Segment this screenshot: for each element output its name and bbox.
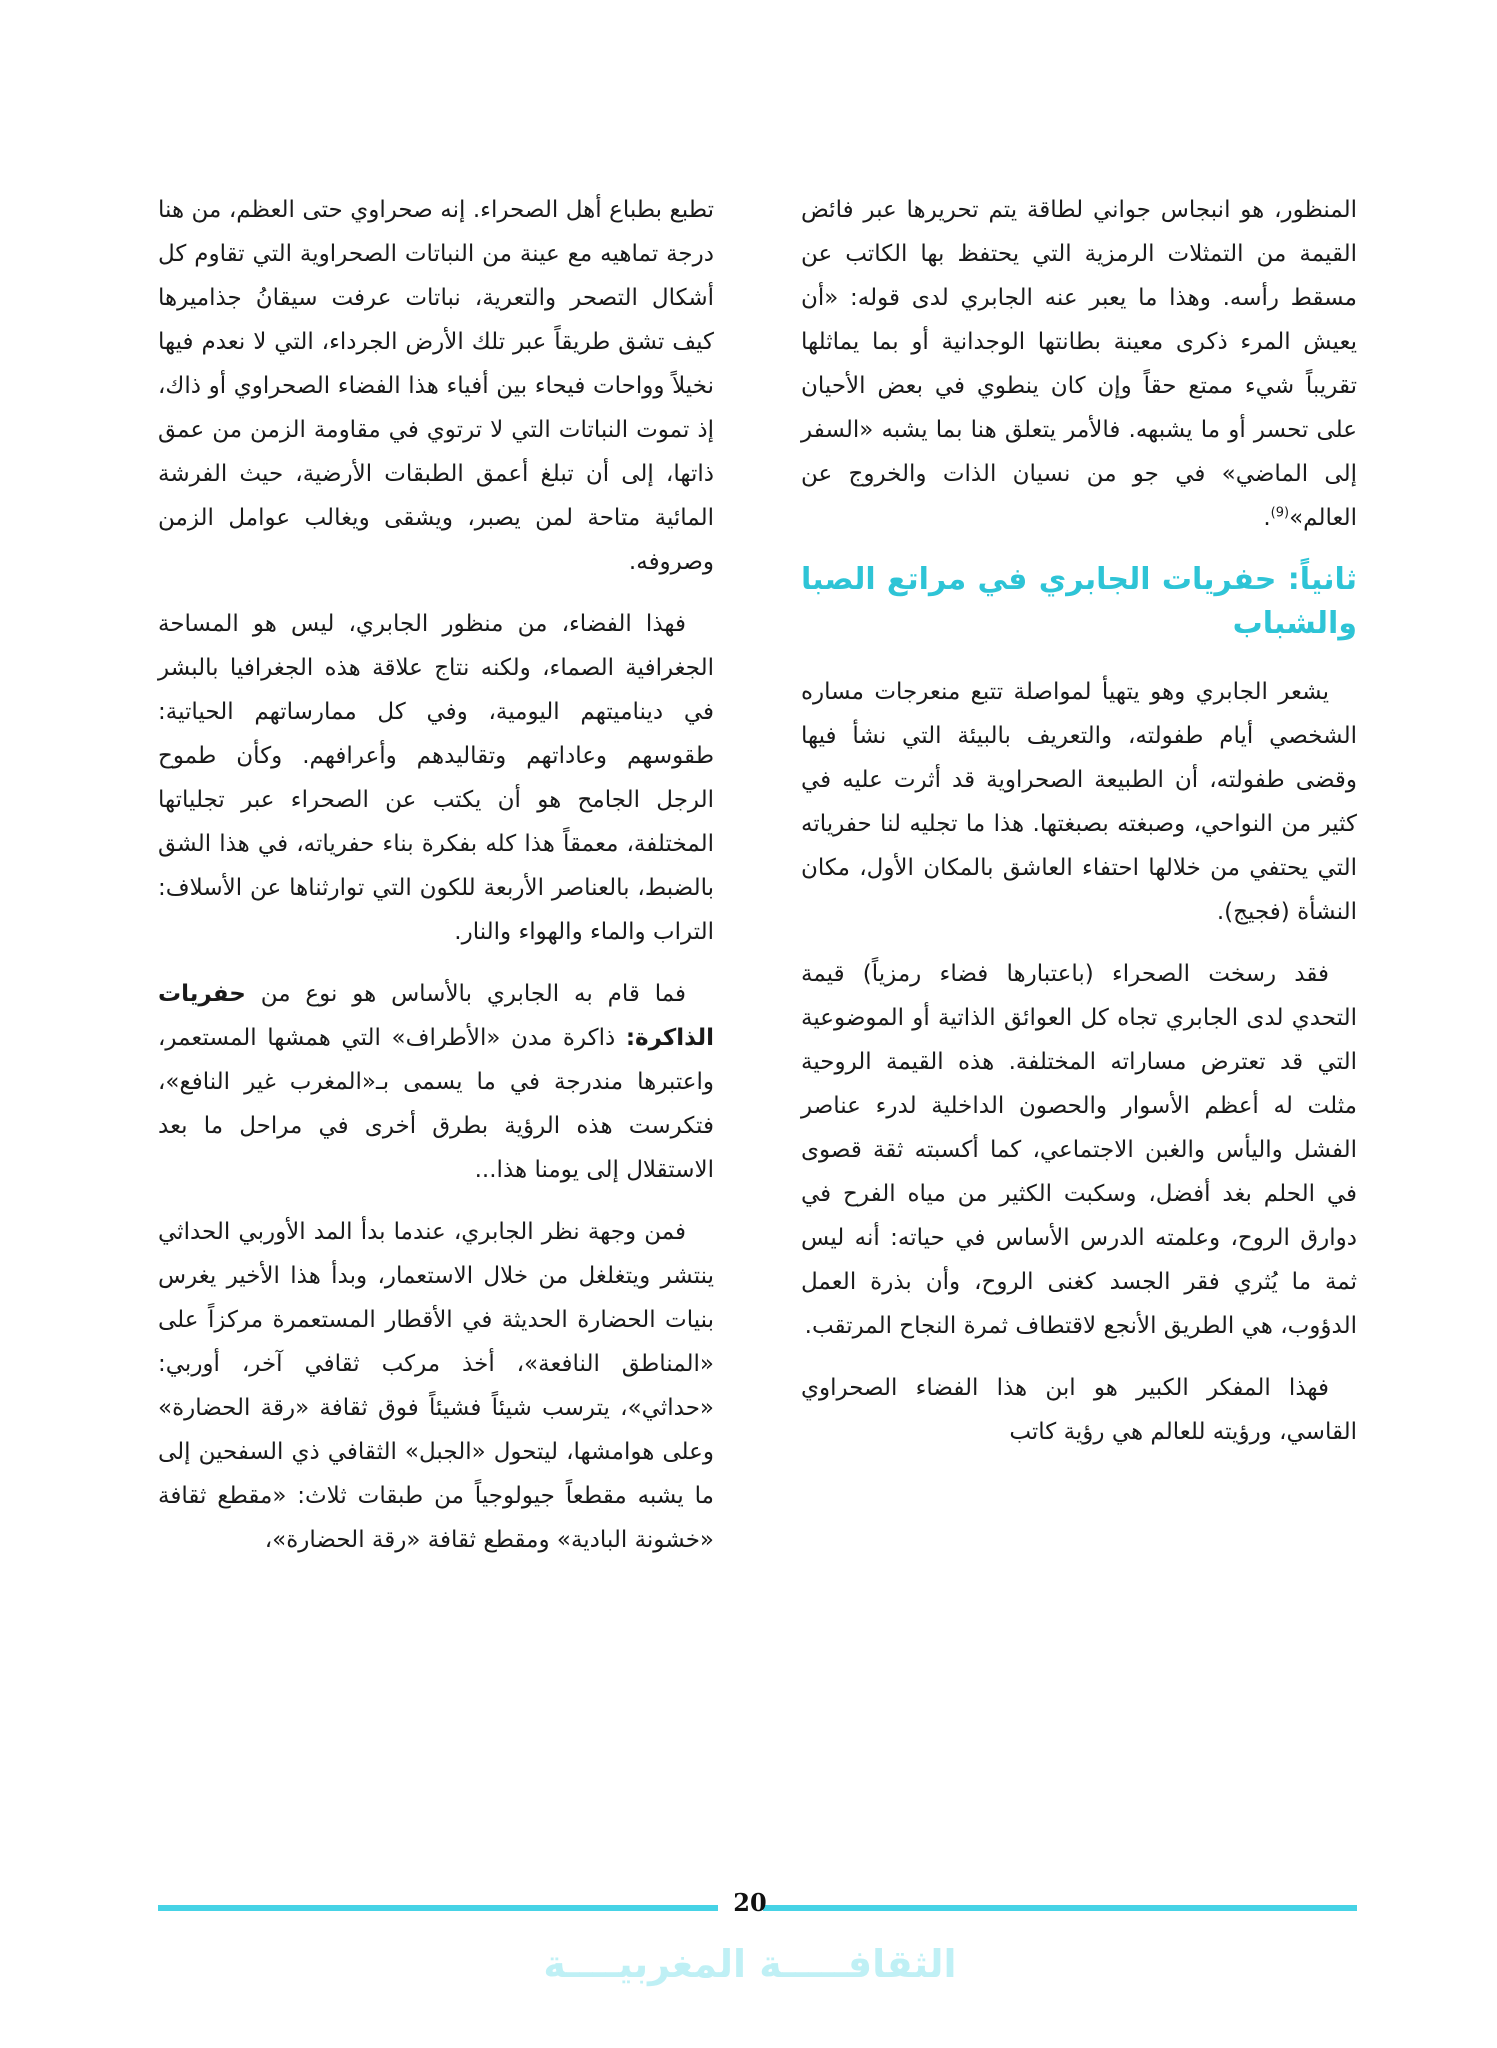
- paragraph: فهذا المفكر الكبير هو ابن هذا الفضاء الصحراوي القاسي، ورؤيته للعالم هي رؤية كاتب: [801, 1375, 1357, 1445]
- paragraph: فهذا الفضاء، من منظور الجابري، ليس هو المساحة الجغرافية الصماء، ولكنه نتاج علاقة هذه الجغرافيا بالبشر في ديناميتهم اليومية، وفي كل ممارساتهم الحياتية: طقوسهم وعاداتهم وتقاليدهم وأعرافهم. وكأن طموح الرجل الجامح هو أن يكتب عن الصحراء عبر تجلياتها المختلفة، معمقاً هذا كله بفكرة بناء حفرياته، في هذا الشق بالضبط، بالعناصر الأربعة للكون التي توارثناها عن الأسلاف: التراب والماء والهواء والنار.: [158, 611, 714, 945]
- bold-term: حفريات الذاكرة:: [158, 981, 714, 1051]
- paragraph-text: فما قام به الجابري بالأساس هو نوع من: [260, 981, 687, 1007]
- paragraph: فمن وجهة نظر الجابري، عندما بدأ المد الأوربي الحداثي ينتشر ويتغلغل من خلال الاستعمار، وبدأ هذا الأخير يغرس بنيات الحضارة الحديثة في الأقطار المستعمرة مركزاً على «المناطق النافعة»، أخذ مركب ثقافي آخر، أوربي: «حداثي»، يترسب شيئاً فشيئاً فوق ثقافة «رقة الحضارة» وعلى هوامشها، ليتحول «الجبل» الثقافي ذي السفحين إلى ما يشبه مقطعاً جيولوجياً من طبقات ثلاث: «مقطع ثقافة «خشونة البادية» ومقطع ثقافة «رقة الحضارة»،: [158, 1219, 714, 1553]
- footer-rule-left: [158, 1905, 718, 1911]
- paragraph: [158, 972, 714, 1192]
- paragraph: فقد رسخت الصحراء (باعتبارها فضاء رمزياً) قيمة التحدي لدى الجابري تجاه كل العوائق الذاتية أو الموضوعية التي قد تعترض مساراته المختلفة. هذه القيمة الروحية مثلت له أعظم الأسوار والحصون الداخلية لدرء عناصر الفشل واليأس والغبن الاجتماعي، كما أكسبته ثقة قصوى في الحلم بغد أفضل، وسكبت الكثير من مياه الفرح في دوارق الروح، وعلمته الدرس الأساس في حياته: أنه ليس ثمة ما يُثري فقر الجسد كغنى الروح، وأن بذرة العمل الدؤوب، هي الطريق الأنجع لاقتطاف ثمرة النجاح المرتقب.: [801, 961, 1357, 1339]
- section-heading: ثانياً: حفريات الجابري في مراتع الصبا والشباب: [801, 562, 1357, 641]
- page-number: 20: [733, 1888, 767, 1917]
- left-column: [158, 188, 714, 1580]
- paragraph: تطبع بطباع أهل الصحراء. إنه صحراوي حتى العظم، من هنا درجة تماهيه مع عينة من النباتات الصحراوية التي تقاوم كل أشكال التصحر والتعرية، نباتات عرفت سيقانُ جذاميرها كيف تشق طريقاً عبر تلك الأرض الجرداء، التي لا نعدم فيها نخيلاً وواحات فيحاء بين أفياء هذا الفضاء الصحراوي أو ذاك، إذ تموت النباتات التي لا ترتوي في مقاومة الزمن من عمق ذاتها، إلى أن تبلغ أعمق الطبقات الأرضية، حيث الفرشة المائية متاحة لمن يصبر، ويشقى ويغالب عوامل الزمن وصروفه.: [158, 197, 714, 575]
- paragraph: [801, 188, 1357, 540]
- paragraph-text: المنظور، هو انبجاس جواني لطاقة يتم تحريرها عبر فائض القيمة من التمثلات الرمزية التي يحتفظ بها الكاتب عن مسقط رأسه. وهذا ما يعبر عنه الجابري لدى قوله: «أن يعيش المرء ذكرى معينة بطانتها الوجدانية أو بما يماثلها تقريباً شيء ممتع حقاً وإن كان ينطوي في بعض الأحيان على تحسر أو ما يشبهه. فالأمر يتعلق هنا بما يشبه «السفر إلى الماضي» في جو من نسيان الذات والخروج عن العالم»: [801, 197, 1357, 531]
- footer-rule-right: [763, 1905, 1357, 1911]
- right-column: [801, 188, 1357, 1472]
- magazine-title: الثقافـــــة المغربيــــة: [543, 1942, 957, 1986]
- paragraph-text: ذاكرة مدن «الأطراف» التي همشها المستعمر، واعتبرها مندرجة في ما يسمى بـ«المغرب غير النافع»، فتكرست هذه الرؤية بطرق أخرى في مراحل ما بعد الاستقلال إلى يومنا هذا...: [158, 1025, 714, 1183]
- footnote-ref: (9): [1270, 505, 1290, 521]
- paragraph-end: .: [1263, 505, 1271, 531]
- paragraph: يشعر الجابري وهو يتهيأ لمواصلة تتبع منعرجات مساره الشخصي أيام طفولته، والتعريف بالبيئة التي نشأ فيها وقضى طفولته، أن الطبيعة الصحراوية قد أثرت عليه في كثير من النواحي، وصبغته بصبغتها. هذا ما تجليه لنا حفرياته التي يحتفي من خلالها احتفاء العاشق بالمكان الأول، مكان النشأة (فجيج).: [801, 679, 1357, 925]
